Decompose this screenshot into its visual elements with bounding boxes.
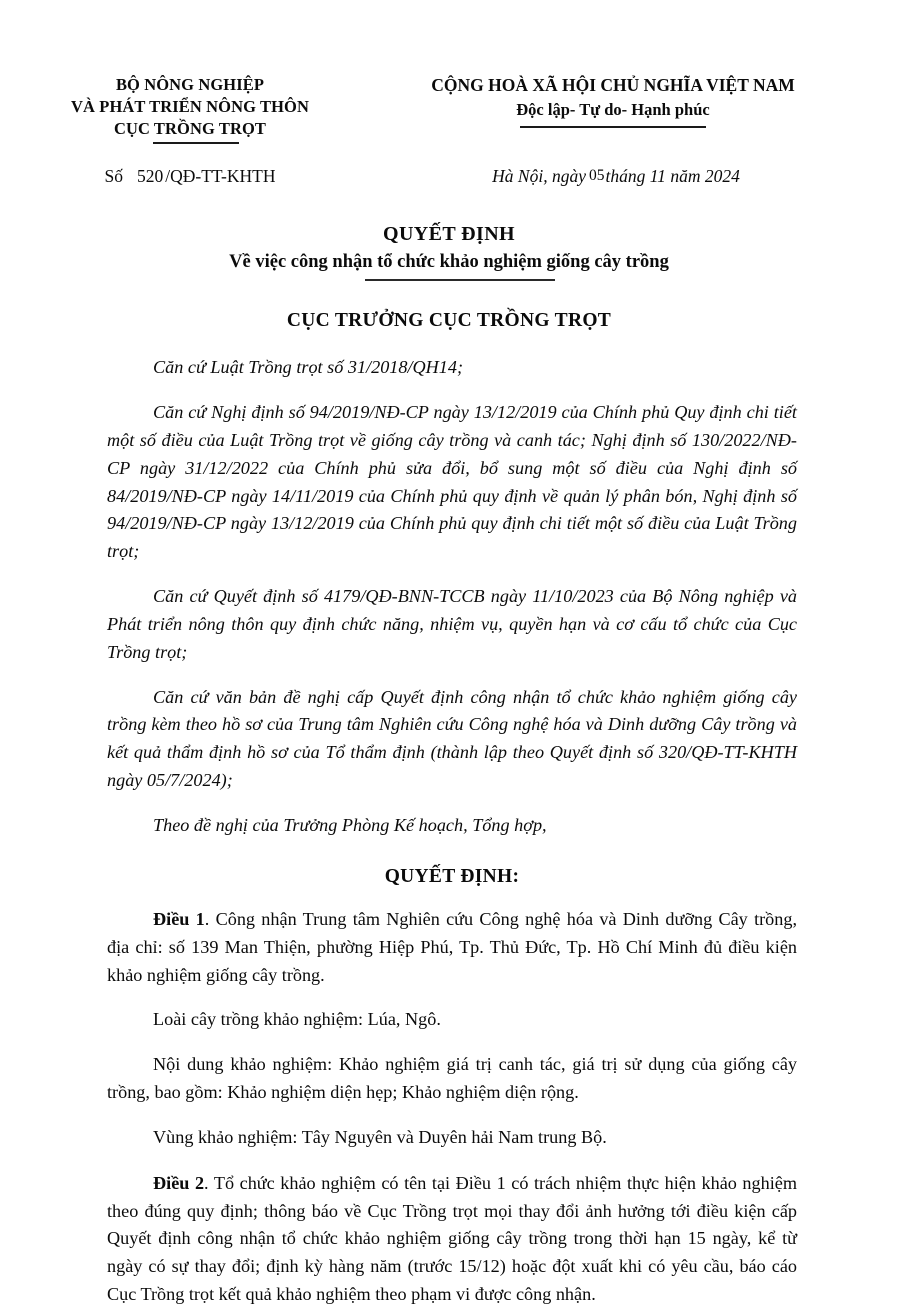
article-1-text: . Công nhận Trung tâm Nghiên cứu Công nghệ hóa và Dinh dưỡng Cây trồng, địa chỉ: số 139 Man Thiện, phường Hiệp Phú, Tp. Thủ Đức, Tp. Hồ Chí Minh đủ điều kiện khảo nghiệm giống cây trồng. [107, 908, 798, 985]
issue-dateline [380, 166, 898, 187]
document-meta-row [0, 166, 898, 187]
month-word: tháng [605, 166, 646, 187]
article-2 [107, 1170, 797, 1309]
issue-year: 2024 [704, 166, 740, 187]
document-title-block [0, 221, 898, 280]
ministry-line-2: VÀ PHÁT TRIỂN NÔNG THÔN [71, 96, 309, 116]
article-1-label: Điều 1 [153, 908, 205, 929]
national-motto: Độc lập- Tự do- Hạnh phúc [516, 98, 709, 125]
page-title: QUYẾT ĐỊNH [383, 223, 515, 246]
preamble-paragraph: Căn cứ Nghị định số 94/2019/NĐ-CP ngày 13/12/2019 của Chính phủ Quy định chi tiết một số điều của Luật Trồng trọt về giống cây trồng và canh tác; Nghị định số 130/2022/NĐ-CP ngày 31/12/2022 của Chính phủ sửa đổi, bổ sung một số điều của Nghị định số 84/2019/NĐ-CP ngày 14/11/2019 của Chính phủ quy định về quản lý phân bón, Nghị định số 94/2019/NĐ-CP ngày 13/12/2019 của Chính phủ quy định chi tiết một số điều của Luật Trồng trọt; [107, 402, 797, 562]
issue-day: 05 [588, 167, 605, 185]
article-2-label: Điều 2 [153, 1172, 205, 1193]
document-number [0, 166, 380, 187]
article-1 [107, 906, 797, 990]
signing-authority-heading: CỤC TRƯỞNG CỤC TRỒNG TRỌT [286, 310, 612, 332]
issuing-authority-block [0, 74, 380, 142]
document-subtitle: Về việc công nhận tổ chức khảo nghiệm giống cây trồng [229, 249, 669, 280]
preamble-paragraph: Căn cứ Luật Trồng trọt số 31/2018/QH14; [153, 357, 464, 378]
document-body [101, 354, 797, 1309]
ministry-line-1: BỘ NÔNG NGHIỆP [115, 75, 265, 94]
article-1-item-crops: Loài cây trồng khảo nghiệm: Lúa, Ngô. [153, 1009, 441, 1030]
year-word: năm [670, 166, 701, 187]
document-number-suffix: /QĐ-TT-KHTH [165, 166, 276, 187]
preamble-paragraph: Căn cứ văn bản đề nghị cấp Quyết định công nhận tổ chức khảo nghiệm giống cây trồng kèm theo hồ sơ của Trung tâm Nghiên cứu Công nghệ hóa và Dinh dưỡng Cây trồng và kết quả thẩm định hồ sơ của Tổ thẩm định (thành lập theo Quyết định số 320/QĐ-TT-KHTH ngày 05/7/2024); [107, 686, 797, 791]
decision-keyword: QUYẾT ĐỊNH: [384, 865, 520, 887]
issue-month: 11 [649, 166, 666, 187]
article-2-text: . Tổ chức khảo nghiệm có tên tại Điều 1 có trách nhiệm thực hiện khảo nghiệm theo đúng quy định; thông báo về Cục Trồng trọt mọi thay đổi ảnh hưởng tới điều kiện cấp Quyết định công nhận tổ chức khảo nghiệm giống cây trồng trong thời hạn 15 ngày, kể từ ngày có sự thay đổi; định kỳ hàng năm (trước 15/12) hoặc đột xuất khi có yêu cầu, báo cáo Cục Trồng trọt kết quả khảo nghiệm theo phạm vi được công nhận. [107, 1172, 797, 1305]
article-1-item-region: Vùng khảo nghiệm: Tây Nguyên và Duyên hải Nam trung Bộ. [153, 1126, 607, 1147]
national-heading-block [380, 74, 898, 125]
document-number-value: 520 [137, 166, 164, 187]
preamble-paragraph: Theo đề nghị của Trưởng Phòng Kế hoạch, Tổng hợp, [153, 814, 547, 835]
country-name: CỘNG HOÀ XÃ HỘI CHỦ NGHĨA VIỆT NAM [431, 75, 795, 95]
issue-place: Hà Nội, ngày [492, 166, 586, 187]
article-1-item-content: Nội dung khảo nghiệm: Khảo nghiệm giá trị canh tác, giá trị sử dụng của giống cây trồng, bao gồm: Khảo nghiệm diện hẹp; Khảo nghiệm diện rộng. [107, 1054, 797, 1103]
preamble-paragraph: Căn cứ Quyết định số 4179/QĐ-BNN-TCCB ngày 11/10/2023 của Bộ Nông nghiệp và Phát triển nông thôn quy định chức năng, nhiệm vụ, quyền hạn và cơ cấu tổ chức của Cục Trồng trọt; [107, 586, 797, 662]
document-header [0, 0, 898, 142]
document-number-label: Số [104, 166, 124, 187]
department-name: CỤC TRỒNG TRỌT [114, 118, 266, 143]
